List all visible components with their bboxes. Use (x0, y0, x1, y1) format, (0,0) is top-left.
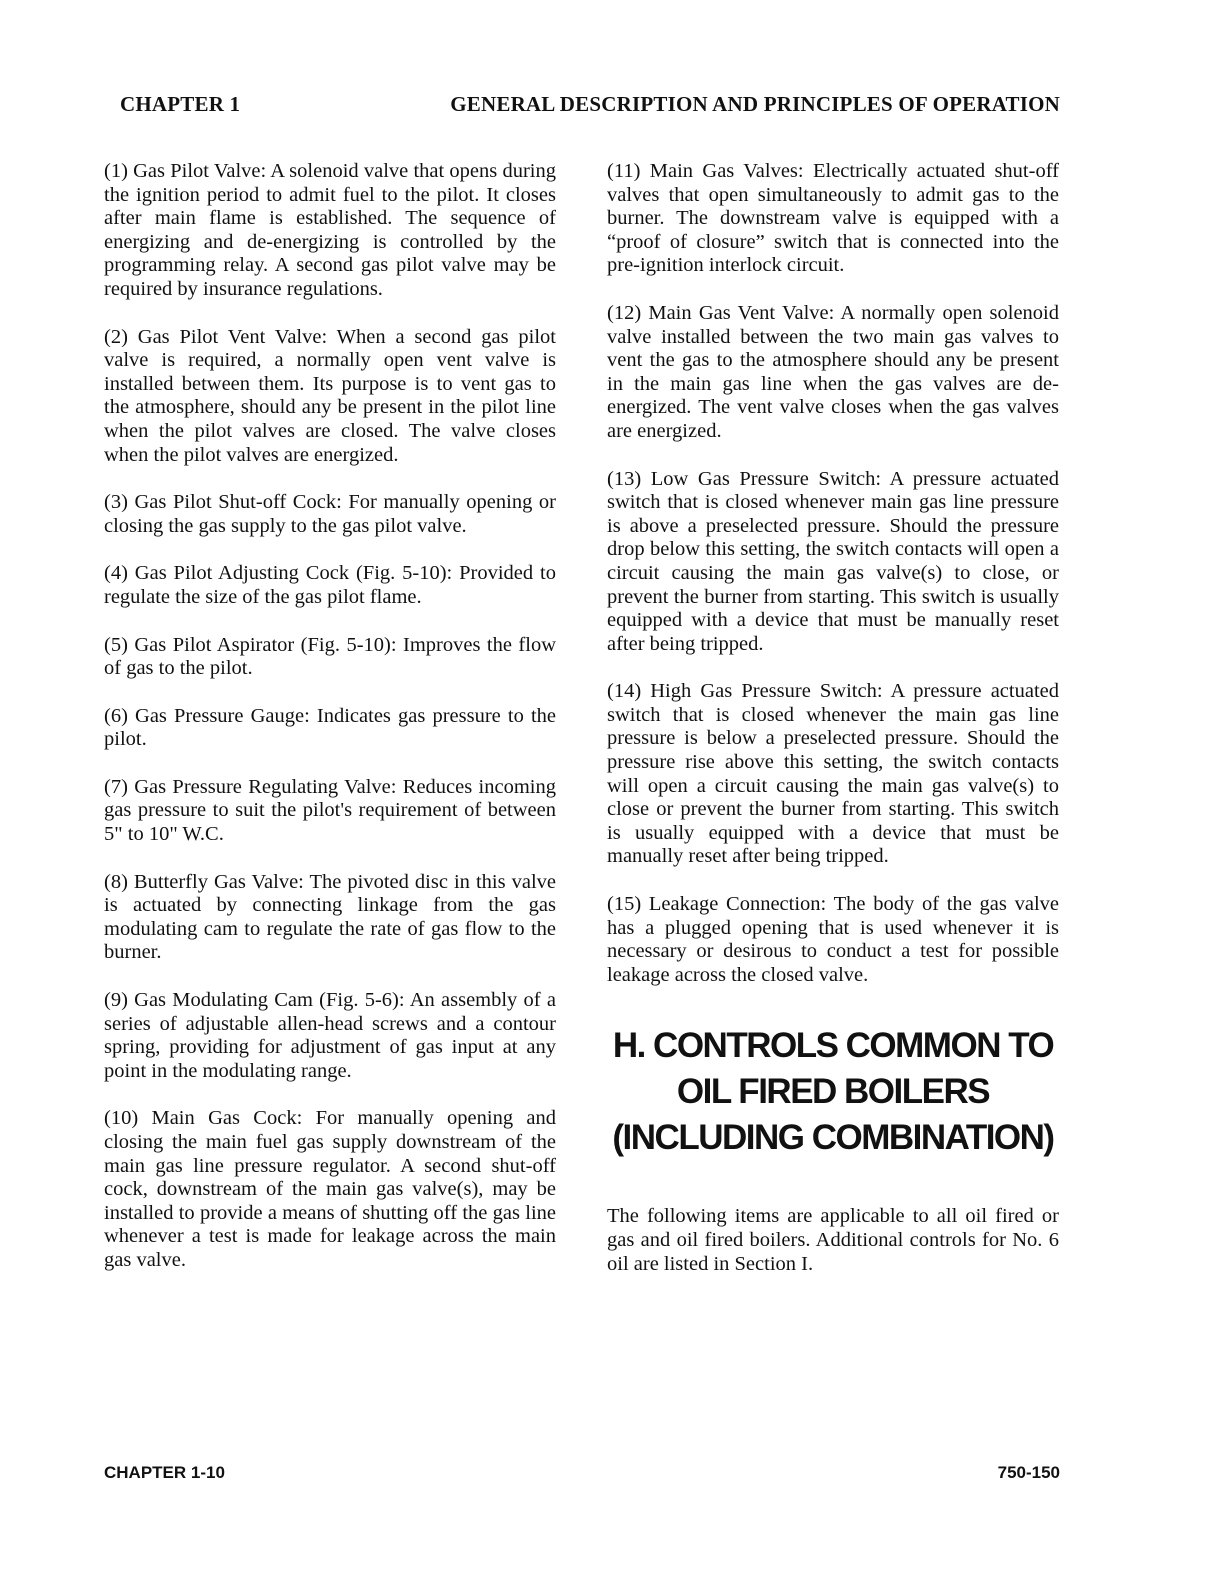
item-gas-pilot-adjusting-cock: (4) Gas Pilot Adjusting Cock (Fig. 5-10): Provided to regulate the size of the gas pilot flame. (104, 562, 556, 608)
footer-doc-number: 750-150 (997, 1463, 1060, 1482)
item-gas-pressure-regulating-valve: (7) Gas Pressure Regulating Valve: Reduces incoming gas pressure to suit the pilot's requirement of between 5" to 10" W.C. (104, 775, 556, 846)
item-main-gas-vent-valve: (12) Main Gas Vent Valve: A normally open solenoid valve installed between the two main gas valves to vent the gas to the atmosphere should any be present in the main gas line when the gas valves are de-energized. The vent valve closes when the gas valves are energized. (607, 301, 1059, 442)
item-gas-pressure-gauge: (6) Gas Pressure Gauge: Indicates gas pressure to the pilot. (104, 704, 556, 751)
item-gas-pilot-aspirator: (5) Gas Pilot Aspirator (Fig. 5-10): Improves the flow of gas to the pilot. (104, 633, 556, 680)
item-leakage-connection: (15) Leakage Connection: The body of the gas valve has a plugged opening that is used whenever it is necessary or desirous to conduct a test for possible leakage across the closed valve. (607, 893, 1059, 986)
section-intro: The following items are applicable to all oil fired or gas and oil fired boilers. Additional controls for No. 6 oil are listed in Section I. (607, 1205, 1059, 1275)
item-butterfly-gas-valve: (8) Butterfly Gas Valve: The pivoted disc in this valve is actuated by connecting linkage from the gas modulating cam to regulate the rate of gas flow to the burner. (104, 870, 556, 964)
item-high-gas-pressure-switch: (14) High Gas Pressure Switch: A pressure actuated switch that is closed whenever the main gas line pressure is below a preselected pressure. Should the pressure rise above this setting, the switch contacts will open a circuit causing the main gas valve(s) to close or prevent the burner from starting. This switch is usually equipped with a device that must be manually reset after being tripped. (607, 680, 1059, 868)
item-main-gas-cock: (10) Main Gas Cock: For manually opening and closing the main fuel gas supply downstream of the main gas line pressure regulator. A second shut-off cock, downstream of the main gas valve(s), may be installed to provide a means of shutting off the gas line whenever a test is made for leakage across the main gas valve. (104, 1107, 556, 1271)
footer-page-number: CHAPTER 1-10 (104, 1463, 225, 1482)
item-low-gas-pressure-switch: (13) Low Gas Pressure Switch: A pressure actuated switch that is closed whenever main gas line pressure is above a preselected pressure. Should the pressure drop below this setting, the switch contacts will open a circuit causing the main gas valve(s) to close, or prevent the burner from starting. This switch is usually equipped with a device that must be manually reset after being tripped. (607, 467, 1059, 655)
chapter-label: CHAPTER 1 (120, 92, 241, 116)
right-column (607, 160, 1059, 1300)
item-gas-pilot-vent-valve: (2) Gas Pilot Vent Valve: When a second gas pilot valve is required, a normally open vent valve is installed between them. Its purpose is to vent gas to the atmosphere, should any be present in the pilot line when the pilot valves are closed. The valve closes when the pilot valves are energized. (104, 325, 556, 466)
item-gas-modulating-cam: (9) Gas Modulating Cam (Fig. 5-6): An assembly of a series of adjustable allen-head screws and a contour spring, providing for adjustment of gas input at any point in the modulating range. (104, 989, 556, 1082)
section-heading-line-3: (INCLUDING COMBINATION) (612, 1118, 1054, 1158)
page-header-title: GENERAL DESCRIPTION AND PRINCIPLES OF OPERATION (450, 92, 1060, 116)
item-main-gas-valves: (11) Main Gas Valves: Electrically actuated shut-off valves that open simultaneously to admit gas to the burner. The downstream valve is equipped with a “proof of closure” switch that is connected into the pre-ignition interlock circuit. (607, 160, 1059, 277)
item-gas-pilot-shutoff-cock: (3) Gas Pilot Shut-off Cock: For manually opening or closing the gas supply to the gas pilot valve. (104, 491, 556, 537)
item-gas-pilot-valve: (1) Gas Pilot Valve: A solenoid valve that opens during the ignition period to admit fuel to the pilot. It closes after main flame is established. The sequence of energizing and de-energizing is controlled by the programming relay. A second gas pilot valve may be required by insurance regulations. (104, 160, 556, 300)
section-heading-line-2: OIL FIRED BOILERS (676, 1072, 990, 1112)
left-column (104, 160, 556, 1297)
section-heading-line-1: H. CONTROLS COMMON TO (612, 1026, 1054, 1066)
section-heading (607, 1023, 1059, 1161)
